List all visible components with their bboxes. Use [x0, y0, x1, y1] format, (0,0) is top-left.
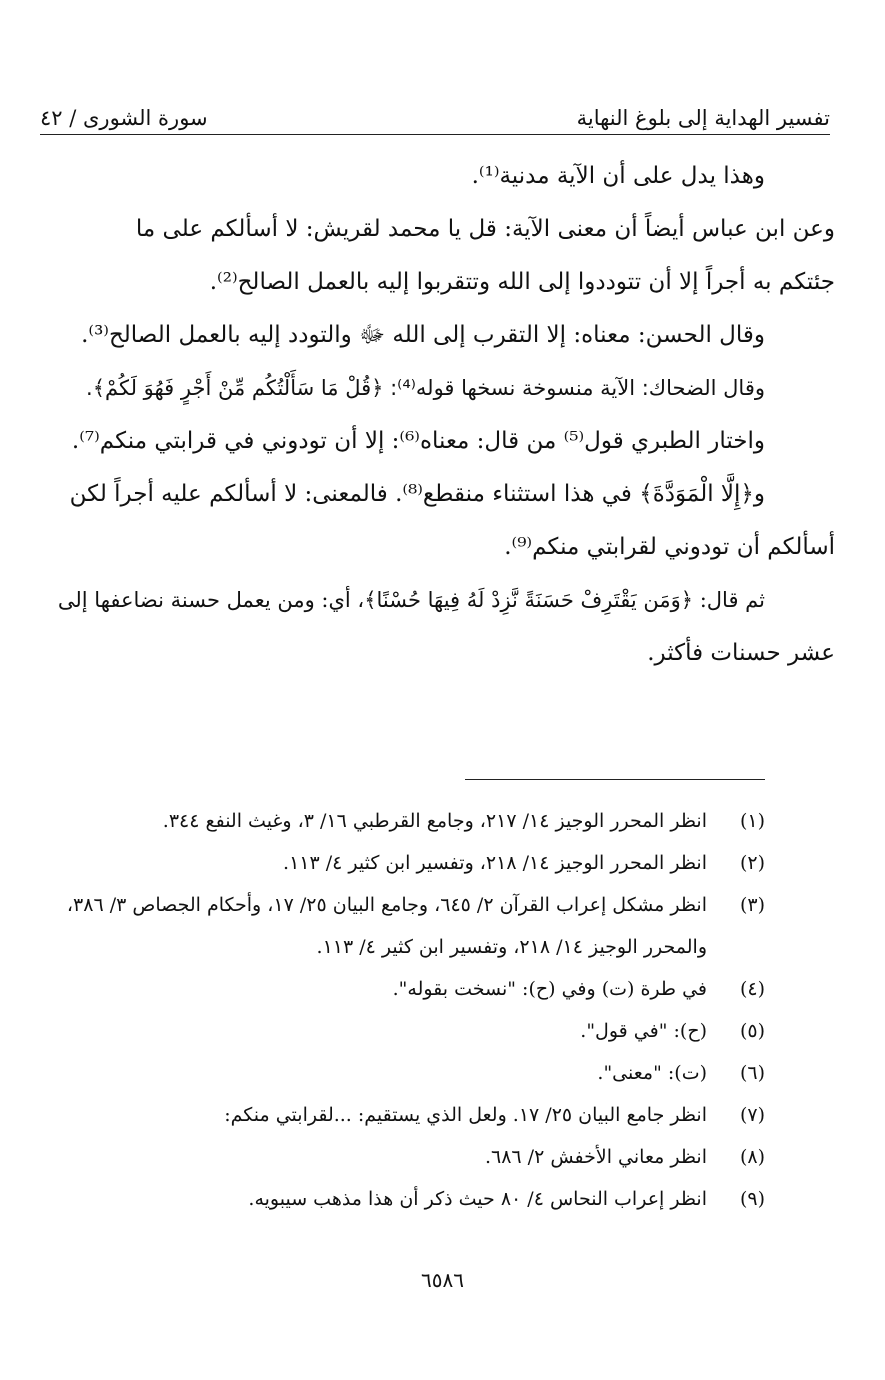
paragraph-5: واختار الطبري قول⁽⁵⁾ من قال: معناه⁽⁶⁾: إلا أن تودوني في قرابتي منكم⁽⁷⁾. [71, 428, 765, 454]
page-number: ٦٥٨٦ [421, 1268, 464, 1292]
footnote-number: (٥) [739, 1020, 765, 1042]
footnote-text: انظر معاني الأخفش ٢/ ٦٨٦. [484, 1146, 707, 1168]
paragraph-1: وهذا يدل على أن الآية مدنية⁽¹⁾. [471, 163, 765, 189]
book-title: تفسير الهداية إلى بلوغ النهاية [576, 106, 830, 130]
footnote-9 [50, 1178, 765, 1220]
footnote-text: انظر إعراب النحاس ٤/ ٨٠ حيث ذكر أن هذا مذهب سيبويه. [248, 1188, 707, 1210]
paragraph-6-line-2: أسألكم أن تودوني لقرابتي منكم⁽⁹⁾. [504, 534, 835, 560]
running-header [40, 90, 830, 135]
footnote-6 [50, 1052, 765, 1094]
paragraph-2-line-2: جئتكم به أجراً إلا أن تتوددوا إلى الله وتتقربوا إليه بالعمل الصالح⁽²⁾. [209, 269, 835, 295]
footnote-8 [50, 1136, 765, 1178]
paragraph-7 [50, 574, 835, 680]
footnote-5 [50, 1010, 765, 1052]
footnote-1 [50, 800, 765, 842]
footnote-3 [50, 884, 765, 968]
paragraph-4: وقال الضحاك: الآية منسوخة نسخها قوله⁽⁴⁾: ﴿قُلْ مَا سَأَلْتُكُم مِّنْ أَجْرٍ فَهُوَ لَكُمْ﴾. [86, 376, 765, 400]
footnotes [50, 800, 765, 1220]
paragraph-3: وقال الحسن: معناه: إلا التقرب إلى الله ﷻ والتودد إليه بالعمل الصالح⁽³⁾. [81, 322, 765, 348]
footnote-text: انظر المحرر الوجيز ١٤/ ٢١٧، وجامع القرطبي ١٦/ ٣، وغيث النفع ٣٤٤. [162, 810, 707, 832]
footnote-number: (٤) [739, 978, 765, 1000]
paragraph-7-line-2: عشر حسنات فأكثر. [647, 640, 835, 666]
footnote-text: انظر جامع البيان ٢٥/ ١٧. ولعل الذي يستقيم: ...لقرابتي منكم: [224, 1104, 707, 1126]
footnote-number: (٣) [739, 894, 765, 916]
footnote-number: (٦) [739, 1062, 765, 1084]
footnote-text: (ح): "في قول". [580, 1020, 707, 1042]
paragraph-2-line-1: وعن ابن عباس أيضاً أن معنى الآية: قل يا محمد لقريش: لا أسألكم على ما [135, 216, 835, 242]
paragraph-6-line-1: و﴿إِلَّا الْمَوَدَّةَ﴾ في هذا استثناء منقطع⁽⁸⁾. فالمعنى: لا أسألكم عليه أجراً لكن [69, 481, 765, 507]
footnote-text: (ت): "معنى". [597, 1062, 707, 1084]
footnote-number: (١) [739, 810, 765, 832]
footnote-number: (٨) [739, 1146, 765, 1168]
paragraph-6 [50, 468, 835, 574]
paragraph-2 [50, 203, 835, 309]
paragraph-7-line-1: ثم قال: ﴿وَمَن يَقْتَرِفْ حَسَنَةً نَّزِدْ لَهُ فِيهَا حُسْنًا﴾، أي: ومن يعمل حسنة نضاعفها إلى [57, 588, 765, 612]
footnote-number: (٩) [739, 1188, 765, 1210]
footnote-7 [50, 1094, 765, 1136]
surah-reference: سورة الشورى / ٤٢ [40, 106, 208, 130]
footnote-text: في طرة (ت) وفي (ح): "نسخت بقوله". [392, 978, 707, 1000]
footnote-2 [50, 842, 765, 884]
footnote-number: (٢) [739, 852, 765, 874]
footnote-number: (٧) [739, 1104, 765, 1126]
footnote-divider [465, 779, 765, 780]
footnote-text: انظر المحرر الوجيز ١٤/ ٢١٨، وتفسير ابن كثير ٤/ ١١٣. [283, 852, 707, 874]
footnote-4 [50, 968, 765, 1010]
main-text [50, 150, 835, 680]
footnote-text: انظر مشكل إعراب القرآن ٢/ ٦٤٥، وجامع البيان ٢٥/ ١٧، وأحكام الجصاص ٣/ ٣٨٦، والمحرر الوجيز ١٤/ ٢١٨، وتفسير ابن كثير ٤/ ١١٣. [66, 894, 707, 958]
